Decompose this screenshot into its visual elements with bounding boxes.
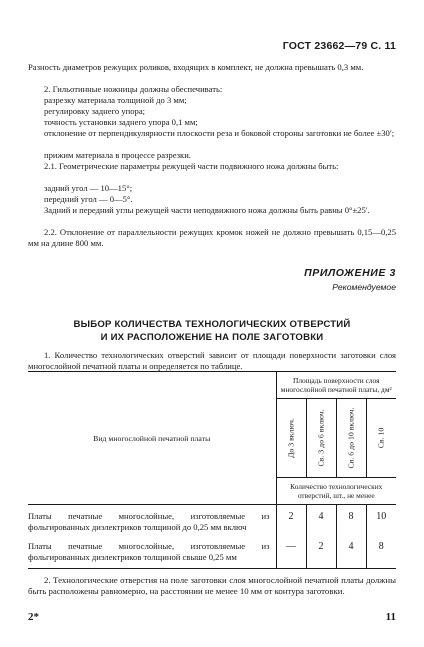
table-cell: 4 xyxy=(306,505,336,538)
list-item: задний угол — 10—15°; xyxy=(44,183,133,193)
table-header-area: Площадь поверхности слоя многослойной печатной платы, дм² xyxy=(276,372,396,399)
paragraph-placement: 2. Технологические отверстия на поле заготовки слоя многослойной печатной платы должны быть расположены равномерно, на расстоянии не менее 10 мм от контура заготовки. xyxy=(28,575,396,597)
table-header-type: Вид многослойной печатной платы xyxy=(28,372,276,505)
section-title-line1: ВЫБОР КОЛИЧЕСТВА ТЕХНОЛОГИЧЕСКИХ ОТВЕРСТИЙ xyxy=(73,319,351,330)
table-row xyxy=(28,537,396,569)
page-number: 11 xyxy=(385,611,396,623)
list-item: передний угол — 0—5°. xyxy=(44,194,133,204)
table-row xyxy=(28,505,396,538)
appendix-title: ПРИЛОЖЕНИЕ 3 xyxy=(304,267,396,279)
paragraph-parallelism: 2.2. Отклонение от параллельности режущих кромок ножей не должно превышать 0,15—0,25 мм на длине 800 мм. xyxy=(28,227,396,249)
table-subheader-cell xyxy=(366,399,396,478)
table-cell: 2 xyxy=(276,505,306,538)
table-cell: 4 xyxy=(336,537,366,569)
table-cell: 10 xyxy=(366,505,396,538)
list-item: точность установки заднего упора 0,1 мм; xyxy=(44,117,198,127)
paragraph-angles: Задний и передний углы режущей части неподвижного ножа должны быть равны 0°±25′. xyxy=(44,205,370,215)
table-header-count: Количество технологических отверстий, шт., не менее xyxy=(276,478,396,505)
paragraph-roller-diameter: Разность диаметров режущих роликов, входящих в комплект, не должна превышать 0,3 мм. xyxy=(28,62,364,72)
table-subheader: Св. 10 xyxy=(376,427,386,449)
table-cell: 2 xyxy=(306,537,336,569)
table-cell: 8 xyxy=(366,537,396,569)
table-subheader: До 3 включ. xyxy=(286,418,296,458)
page-header: ГОСТ 23662—79 С. 11 xyxy=(282,40,396,52)
list-item: отклонение от перпендикулярности плоскости реза и боковой стороны заготовки не более ±30′; xyxy=(44,128,395,138)
table-row-label: Платы печатные многослойные, изготовляемые из фольгированных диэлектриков толщиной свыше 0,25 мм xyxy=(28,541,270,562)
table-cell: — xyxy=(276,537,306,569)
table-cell: 8 xyxy=(336,505,366,538)
list-item: регулировку заднего упора; xyxy=(44,106,146,116)
table-subheader: Св. 3 до 6 включ. xyxy=(316,409,326,467)
paragraph-guillotine: 2. Гильотинные ножницы должны обеспечивать: xyxy=(44,84,223,94)
section-title-line2: И ИХ РАСПОЛОЖЕНИЕ НА ПОЛЕ ЗАГОТОВКИ xyxy=(100,332,324,343)
table-row-label: Платы печатные многослойные, изготовляемые из фольгированных диэлектриков толщиной до 0,25 мм включ xyxy=(28,511,270,532)
footer-left: 2* xyxy=(28,611,39,623)
holes-table xyxy=(28,371,396,569)
appendix-subtitle: Рекомендуемое xyxy=(332,282,396,292)
paragraph-count: 1. Количество технологических отверстий зависит от площади поверхности заготовки слоя многослойной печатной платы и определяется по таблице. xyxy=(28,350,396,372)
list-item: разрезку материала толщиной до 3 мм; xyxy=(44,95,187,105)
table-subheader: Св. 6 до 10 включ. xyxy=(346,407,356,469)
table-subheader-cell xyxy=(336,399,366,478)
table-subheader-cell xyxy=(306,399,336,478)
table-subheader-cell xyxy=(276,399,306,478)
paragraph-geometry: 2.1. Геометрические параметры режущей части подвижного ножа должны быть: xyxy=(44,161,339,171)
list-item: прижим материала в процессе разрезки. xyxy=(44,150,191,160)
